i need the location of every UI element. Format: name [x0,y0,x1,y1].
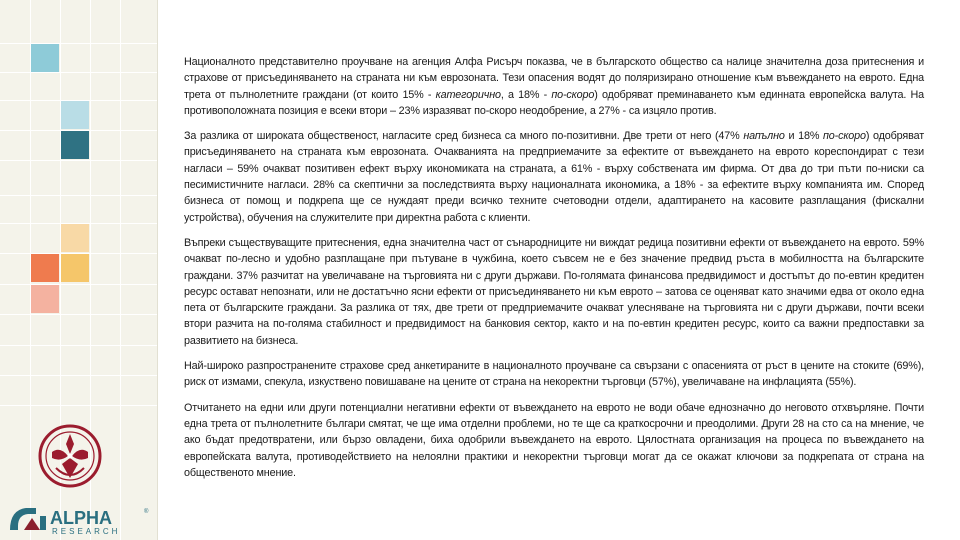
paragraph-text: За разлика от широката общественост, нагласите сред бизнеса са много по-позитивни. Две трети от него (47% [184,130,744,143]
emphasis-text: по-скоро [823,130,866,143]
paragraph-text: Най-широко разпространените страхове сред анкетираните в националното проучване са свързани с опасенията от ръст в цените на стоките (69%), риск от измами, спекула, изкуствено повишаване на цените от страна на некоректни търговци (57%), увеличаване на инфлацията (55%). [184,360,924,389]
grid-line [30,0,31,540]
alpha-research-logo-icon [6,500,156,536]
decorative-tile [61,224,89,252]
grid-line [0,314,157,315]
paragraph-2 [184,128,924,226]
paragraph-5 [184,400,924,481]
decorative-tile [31,285,59,313]
decorative-tile [31,254,59,282]
paragraph-1 [184,54,924,119]
paragraph-text: Въпреки съществуващите притеснения, една значителна част от сънародниците ни виждат редица позитивни ефекти от въвеждането на еврото. 59% очакват по-лесно и удобно разплащане при пътуване в чужбина, което съвсем не е без значение предвид ръста в мобилността на българските граждани. 37% разчитат на увеличаване на търговията ни с други държави. По-голямата финансова предвидимост и достъпът до по-евтин кредитен ресурс остават непознати, или не достатъчно ясни ефекти от присъединяването ни към еврото – затова се оценяват като значими едва от около една пета от българските граждани. За разлика от тях, две трети от предприемачите очакват улесняване на търговията ни с други държави, почти всеки втори разчита на по-голяма стабилност и предвидимост на банковия сектор, както и на по-евтин кредитен ресурс, които са важни предпоставки за развитието на бизнеса. [184,236,924,347]
grid-line [0,72,157,73]
paragraph-text: , а 18% - [500,88,552,101]
grid-line [0,253,157,254]
paragraph-3 [184,235,924,349]
grid-line [0,43,157,44]
grid-line [0,345,157,346]
grid-line [120,0,121,540]
paragraph-text: Отчитането на едни или други потенциални негативни ефекти от въвеждането на еврото не води обаче еднозначно до неговото отхвърляне. Почти една трета от пълнолетните българи смятат, че ще има отделни проблеми, но те ще са краткосрочни и преодолими. Други 28 на сто са на мнение, че ако бъдат предотвратени, или бързо овладени, биха одобрили въвеждането на еврото. Цялостната организация на процеса по въвеждането на европейската валута, противодействието на нелоялни практики и некоректни търговци могат да се окажат ключови за подкрепата от страна на общественото мнение. [184,401,924,479]
sidebar [0,0,158,540]
grid-line [0,100,157,101]
decorative-tile [31,44,59,72]
decorative-tile [61,254,89,282]
article-body [184,54,924,490]
emphasis-text: категорично [435,88,501,101]
brand-subtitle: RESEARCH [52,527,121,536]
grid-line [0,405,157,406]
grid-line [0,195,157,196]
paragraph-text: ) одобряват преминаването към единната европейска валута. На противоположната позиция е всеки втори – 23% изразяват по-скоро неодобрение, а 27% - са изцяло против. [184,88,924,117]
grid-line [0,284,157,285]
emphasis-text: напълно [743,130,785,143]
grid-line [0,160,157,161]
decorative-tile [61,101,89,129]
brand-name: ALPHA [50,508,112,528]
grid-line [0,375,157,376]
grid-line [0,130,157,131]
emphasis-text: по-скоро [551,88,595,101]
brand-registered-mark: ® [144,509,149,515]
folk-ornament-emblem-icon [38,422,102,490]
paragraph-text: Националното представително проучване на агенция Алфа Рисърч показва, че в българското общество са налице значителна доза притеснения и страхове от присъединяването на страната ни към еврозоната. Тези опасения водят до поляризирано отношение към въвеждането на еврото. Една трета от пълнолетните граждани (от които 15% - [184,56,924,101]
paragraph-4 [184,358,924,391]
decorative-tile [61,131,89,159]
paragraph-text: ) одобряват присъединяването на страната към еврозоната. Очакванията на предприемачите за ефектите от въвеждането на еврото кореспондират с тези нагласи – 59% очакват позитивен ефект върху икономиката на страната, а 61% - върху собствената им фирма. От два до три пъти по-ниски са песимистичните нагласи. 28% са скептични за последствията върху националната икономика, а 18% - за ефектите върху компанията им. Според бизнеса от помощ и подкрепа ще се нуждаят преди всичко техните счетоводни отдели, адаптирането на касовите разплащания (фискални устройства), обучения на служителите при директна работа с клиенти. [184,130,924,224]
grid-line [0,223,157,224]
paragraph-text: и 18% [784,130,823,143]
